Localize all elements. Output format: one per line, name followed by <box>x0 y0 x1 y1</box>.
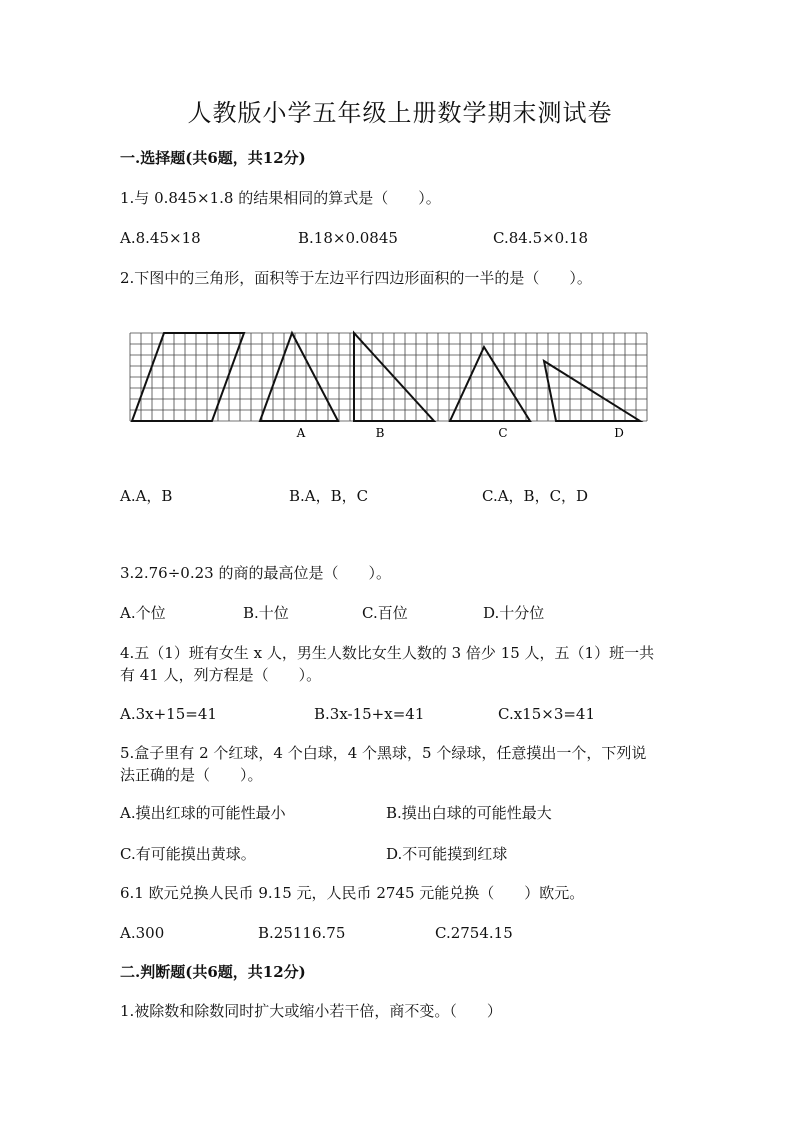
question-3-option-d: D.十分位 <box>483 604 545 622</box>
question-3-option-c: C.百位 <box>362 604 408 622</box>
question-1-option-c: C.84.5×0.18 <box>493 229 589 247</box>
question-1-option-a: A.8.45×18 <box>120 229 201 247</box>
question-5-option-d: D.不可能摸到红球 <box>386 845 508 863</box>
page-title: 人教版小学五年级上册数学期末测试卷 <box>187 99 613 127</box>
question-3-option-a: A.个位 <box>120 604 166 622</box>
figure-label-c: C <box>498 426 508 440</box>
figure-label-a: A <box>296 426 306 440</box>
question-5-stem-line-2: 法正确的是（ ）。 <box>120 766 263 784</box>
question-4-option-a: A.3x+15=41 <box>120 705 217 723</box>
question-5-option-c: C.有可能摸出黄球。 <box>120 845 256 863</box>
question-4-stem-line-1: 4.五（1）班有女生 x 人，男生人数比女生人数的 3 倍少 15 人，五（1）班一共 <box>120 644 655 662</box>
section-heading-choice: 一.选择题(共6题，共12分) <box>120 149 306 167</box>
figure-label-b: B <box>375 426 385 440</box>
question-5-stem-line-1: 5.盒子里有 2 个红球，4 个白球，4 个黑球，5 个绿球，任意摸出一个，下列说 <box>120 744 647 762</box>
judgement-1-stem: 1.被除数和除数同时扩大或缩小若干倍，商不变。（ ） <box>120 1002 502 1020</box>
question-3-stem: 3.2.76÷0.23 的商的最高位是（ ）。 <box>120 564 391 582</box>
question-4-stem-line-2: 有 41 人，列方程是（ ）。 <box>120 666 322 684</box>
question-2-option-c: C.A，B，C，D <box>482 487 589 505</box>
question-6-stem: 6.1 欧元兑换人民币 9.15 元，人民币 2745 元能兑换（ ）欧元。 <box>120 884 585 902</box>
question-1-option-b: B.18×0.0845 <box>298 229 398 247</box>
question-5-option-a: A.摸出红球的可能性最小 <box>120 804 286 822</box>
figure-label-d: D <box>614 426 624 440</box>
question-5-option-b: B.摸出白球的可能性最大 <box>386 804 552 822</box>
question-1-stem: 1.与 0.845×1.8 的结果相同的算式是（ ）。 <box>120 189 441 207</box>
question-2-option-b: B.A，B，C <box>289 487 369 505</box>
question-6-option-a: A.300 <box>120 924 165 942</box>
question-2-stem: 2.下图中的三角形，面积等于左边平行四边形面积的一半的是（ ）。 <box>120 269 592 287</box>
question-2-grid-figure <box>120 325 660 450</box>
section-heading-judgement: 二.判断题(共6题，共12分) <box>120 963 306 981</box>
question-2-option-a: A.A，B <box>120 487 173 505</box>
question-4-option-b: B.3x-15+x=41 <box>314 705 425 723</box>
question-3-option-b: B.十位 <box>243 604 289 622</box>
question-4-option-c: C.x15×3=41 <box>498 705 596 723</box>
question-6-option-c: C.2754.15 <box>435 924 513 942</box>
question-6-option-b: B.25116.75 <box>258 924 346 942</box>
